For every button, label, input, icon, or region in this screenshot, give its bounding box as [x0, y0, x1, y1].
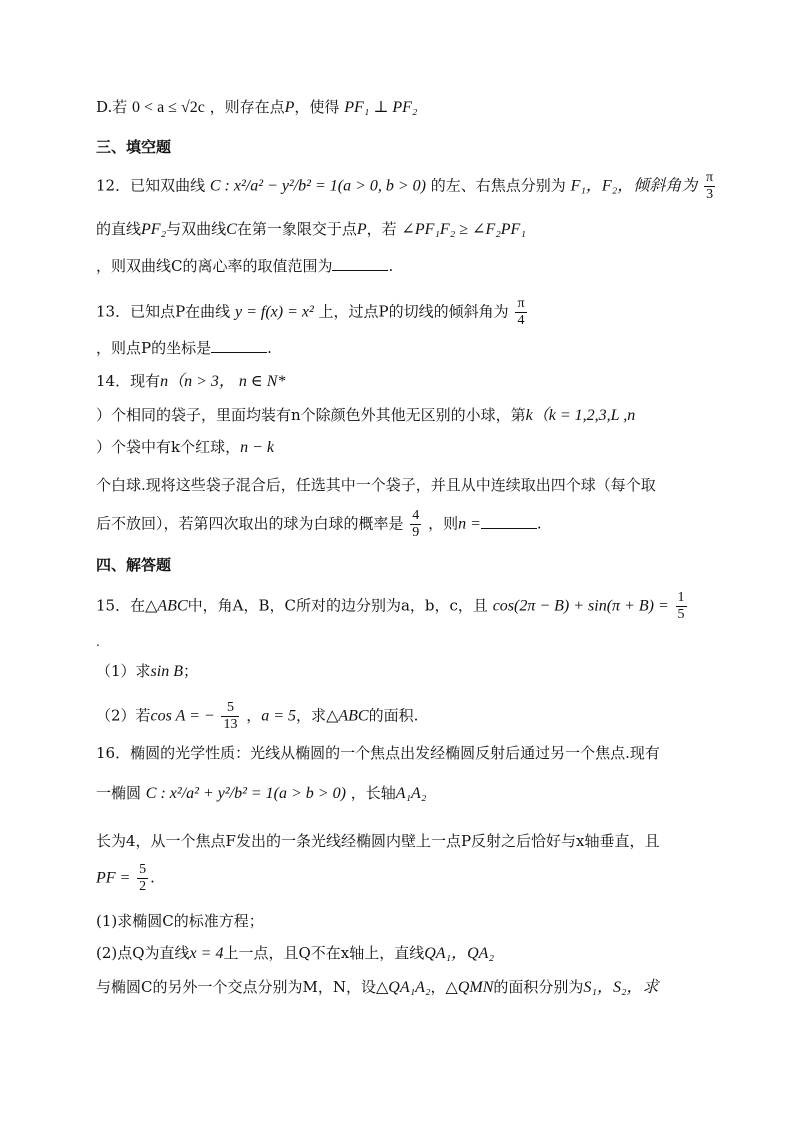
text: （2）若: [96, 706, 151, 725]
q15-part-1: [96, 664, 198, 680]
rhs-fraction: [676, 590, 687, 623]
text: 后不放回），若第四次取出的球为白球的概率是: [96, 514, 404, 533]
pf-fraction: [137, 862, 148, 895]
text: 与双曲线: [166, 220, 227, 238]
q15-dot: .: [96, 635, 100, 649]
q13-line-2: ，则点P的坐标是 .: [96, 339, 272, 357]
q12-line-3: ，则双曲线C的离心率的取值范围为 .: [96, 257, 394, 275]
trig-equation: cos(2π − B) + sin(π + B) =: [492, 597, 669, 615]
num: 4: [410, 508, 421, 525]
den: 4: [517, 313, 525, 329]
text: 15．在: [96, 596, 146, 615]
text: 中，角A，B，C所对的边分别为a，b，c，且: [187, 596, 488, 615]
math: n − k: [240, 439, 274, 456]
math: n: [160, 373, 169, 390]
text: 14．现有: [96, 372, 161, 390]
q13-line-1: [96, 296, 529, 329]
hyperbola-equation: C : x²/a² − y²/b² = 1(a > 0, b > 0): [209, 177, 426, 195]
den: 2: [139, 879, 147, 895]
math: PF₂: [141, 221, 167, 238]
q14-line-5: 后不放回），若第四次取出的球为白球的概率是 $\frac{4}{9}$ ，则n = .: [96, 508, 542, 541]
num: 5: [221, 700, 239, 717]
den: 13: [223, 717, 238, 733]
text: ，则存在点: [209, 98, 285, 116]
math: x = 4: [189, 945, 224, 962]
option-d: [96, 100, 417, 116]
math: PF =: [96, 869, 131, 887]
math: k（k = 1,2,3,L ,n: [525, 407, 636, 424]
answer-blank[interactable]: [481, 516, 537, 529]
math: （n > 3， n ∈ N*: [168, 373, 286, 390]
q16-line-7: [96, 980, 659, 996]
math: QA₁，QA₂: [424, 945, 495, 962]
ellipse-equation: C : x²/a² + y²/b² = 1(a > b > 0): [145, 785, 346, 802]
text: ，若: [366, 220, 397, 238]
text: ，则双曲线C的离心率的取值范围为: [96, 257, 333, 275]
q15-line-1: [96, 590, 689, 623]
section-heading-solve: 四、解答题: [96, 556, 172, 574]
text: ，使得: [294, 98, 340, 116]
text: 的左、右焦点分别为: [430, 176, 566, 195]
angle-fraction: [704, 170, 715, 203]
text: .: [150, 868, 155, 887]
text: 在第一象限交于点: [236, 220, 357, 238]
text: 的直线: [96, 220, 142, 238]
q16-line-1: 16．椭圆的光学性质：光线从椭圆的一个焦点出发经椭圆反射后通过另一个焦点.现有: [96, 744, 660, 762]
text: 上一点，且Q不在x轴上，直线: [223, 944, 425, 962]
text: 与椭圆C的另外一个交点分别为M，N，设: [96, 978, 376, 996]
cos-fraction: [221, 700, 239, 733]
math: △QMN: [445, 979, 494, 996]
q14-line-2: [96, 408, 635, 424]
math: △ABC: [145, 597, 188, 615]
section-heading-fill-blank: 三、填空题: [96, 138, 172, 156]
curve-equation: y = f(x) = x²: [234, 303, 314, 321]
text: ，则点P的坐标是: [96, 339, 212, 357]
math-p: P: [284, 99, 295, 116]
q14-line-4: [96, 478, 656, 493]
math: A₁A₂: [395, 785, 427, 802]
text: ，求: [296, 706, 327, 725]
den: 5: [677, 607, 685, 623]
math: cos A = −: [150, 707, 215, 725]
text: ）个相同的袋子，里面均装有n个除颜色外其他无区别的小球，第: [96, 406, 526, 424]
math: a = 5: [261, 707, 297, 725]
text: ，: [246, 706, 262, 725]
option-d-perpendicular: PF₁ ⊥ PF₂: [344, 99, 418, 116]
angle-condition: ∠PF₁F₂ ≥ ∠F₂PF₁: [401, 221, 526, 238]
foci: F₁，F₂，倾斜角为: [570, 177, 698, 195]
q16-sub-1: (1)求椭圆C的标准方程；: [96, 912, 264, 930]
text: (2)点Q为直线: [96, 944, 190, 962]
text: 个白球.现将这些袋子混合后，任选其中一个袋子，并且从中连续取出四个球（每个取: [96, 476, 656, 494]
answer-blank[interactable]: [211, 340, 267, 353]
option-d-label: D.若: [96, 98, 128, 116]
q16-line-2: [96, 786, 426, 802]
text: ，: [430, 978, 446, 996]
probability-fraction: [410, 508, 421, 541]
text: ）个袋中有k个红球，: [96, 438, 241, 456]
answer-blank[interactable]: [332, 258, 388, 271]
text: （1）求: [96, 662, 151, 680]
q16-sub-2: [96, 946, 494, 962]
q12-line-2: [96, 222, 526, 238]
math: C: [226, 221, 237, 238]
num: π: [515, 296, 526, 313]
math: sin B: [150, 663, 183, 680]
math: P: [356, 221, 367, 238]
text: 上，过点P的切线的倾斜角为: [318, 302, 509, 321]
text: 的面积.: [368, 706, 419, 725]
text: 的面积分别为: [493, 978, 584, 996]
text: ，长轴: [350, 784, 396, 802]
angle-fraction: [515, 296, 526, 329]
num: 1: [676, 590, 687, 607]
math: n =: [458, 515, 481, 533]
math: S₁，S₂，求: [583, 979, 659, 996]
math: △QA₁A₂: [375, 979, 431, 996]
num: π: [704, 170, 715, 187]
q14-line-3: [96, 440, 274, 456]
text: ；: [183, 662, 199, 680]
q15-part-2: [96, 700, 418, 733]
q14-line-1: [96, 374, 285, 390]
q16-line-3: 长为4，从一个焦点F发出的一条光线经椭圆内壁上一点P反射之后恰好与x轴垂直，且: [96, 832, 660, 850]
text: 12．已知双曲线: [96, 176, 206, 195]
q12-line-1: [96, 170, 717, 203]
text: 13．已知点P在曲线: [96, 302, 231, 321]
den: 3: [706, 187, 714, 203]
text: 一椭圆: [96, 784, 142, 802]
den: 9: [412, 525, 420, 541]
option-d-condition: 0 < a ≤ √2c: [132, 99, 205, 116]
text: ，则: [428, 514, 459, 533]
math: △ABC: [326, 707, 369, 725]
q16-line-4: [96, 862, 155, 895]
num: 5: [137, 862, 148, 879]
